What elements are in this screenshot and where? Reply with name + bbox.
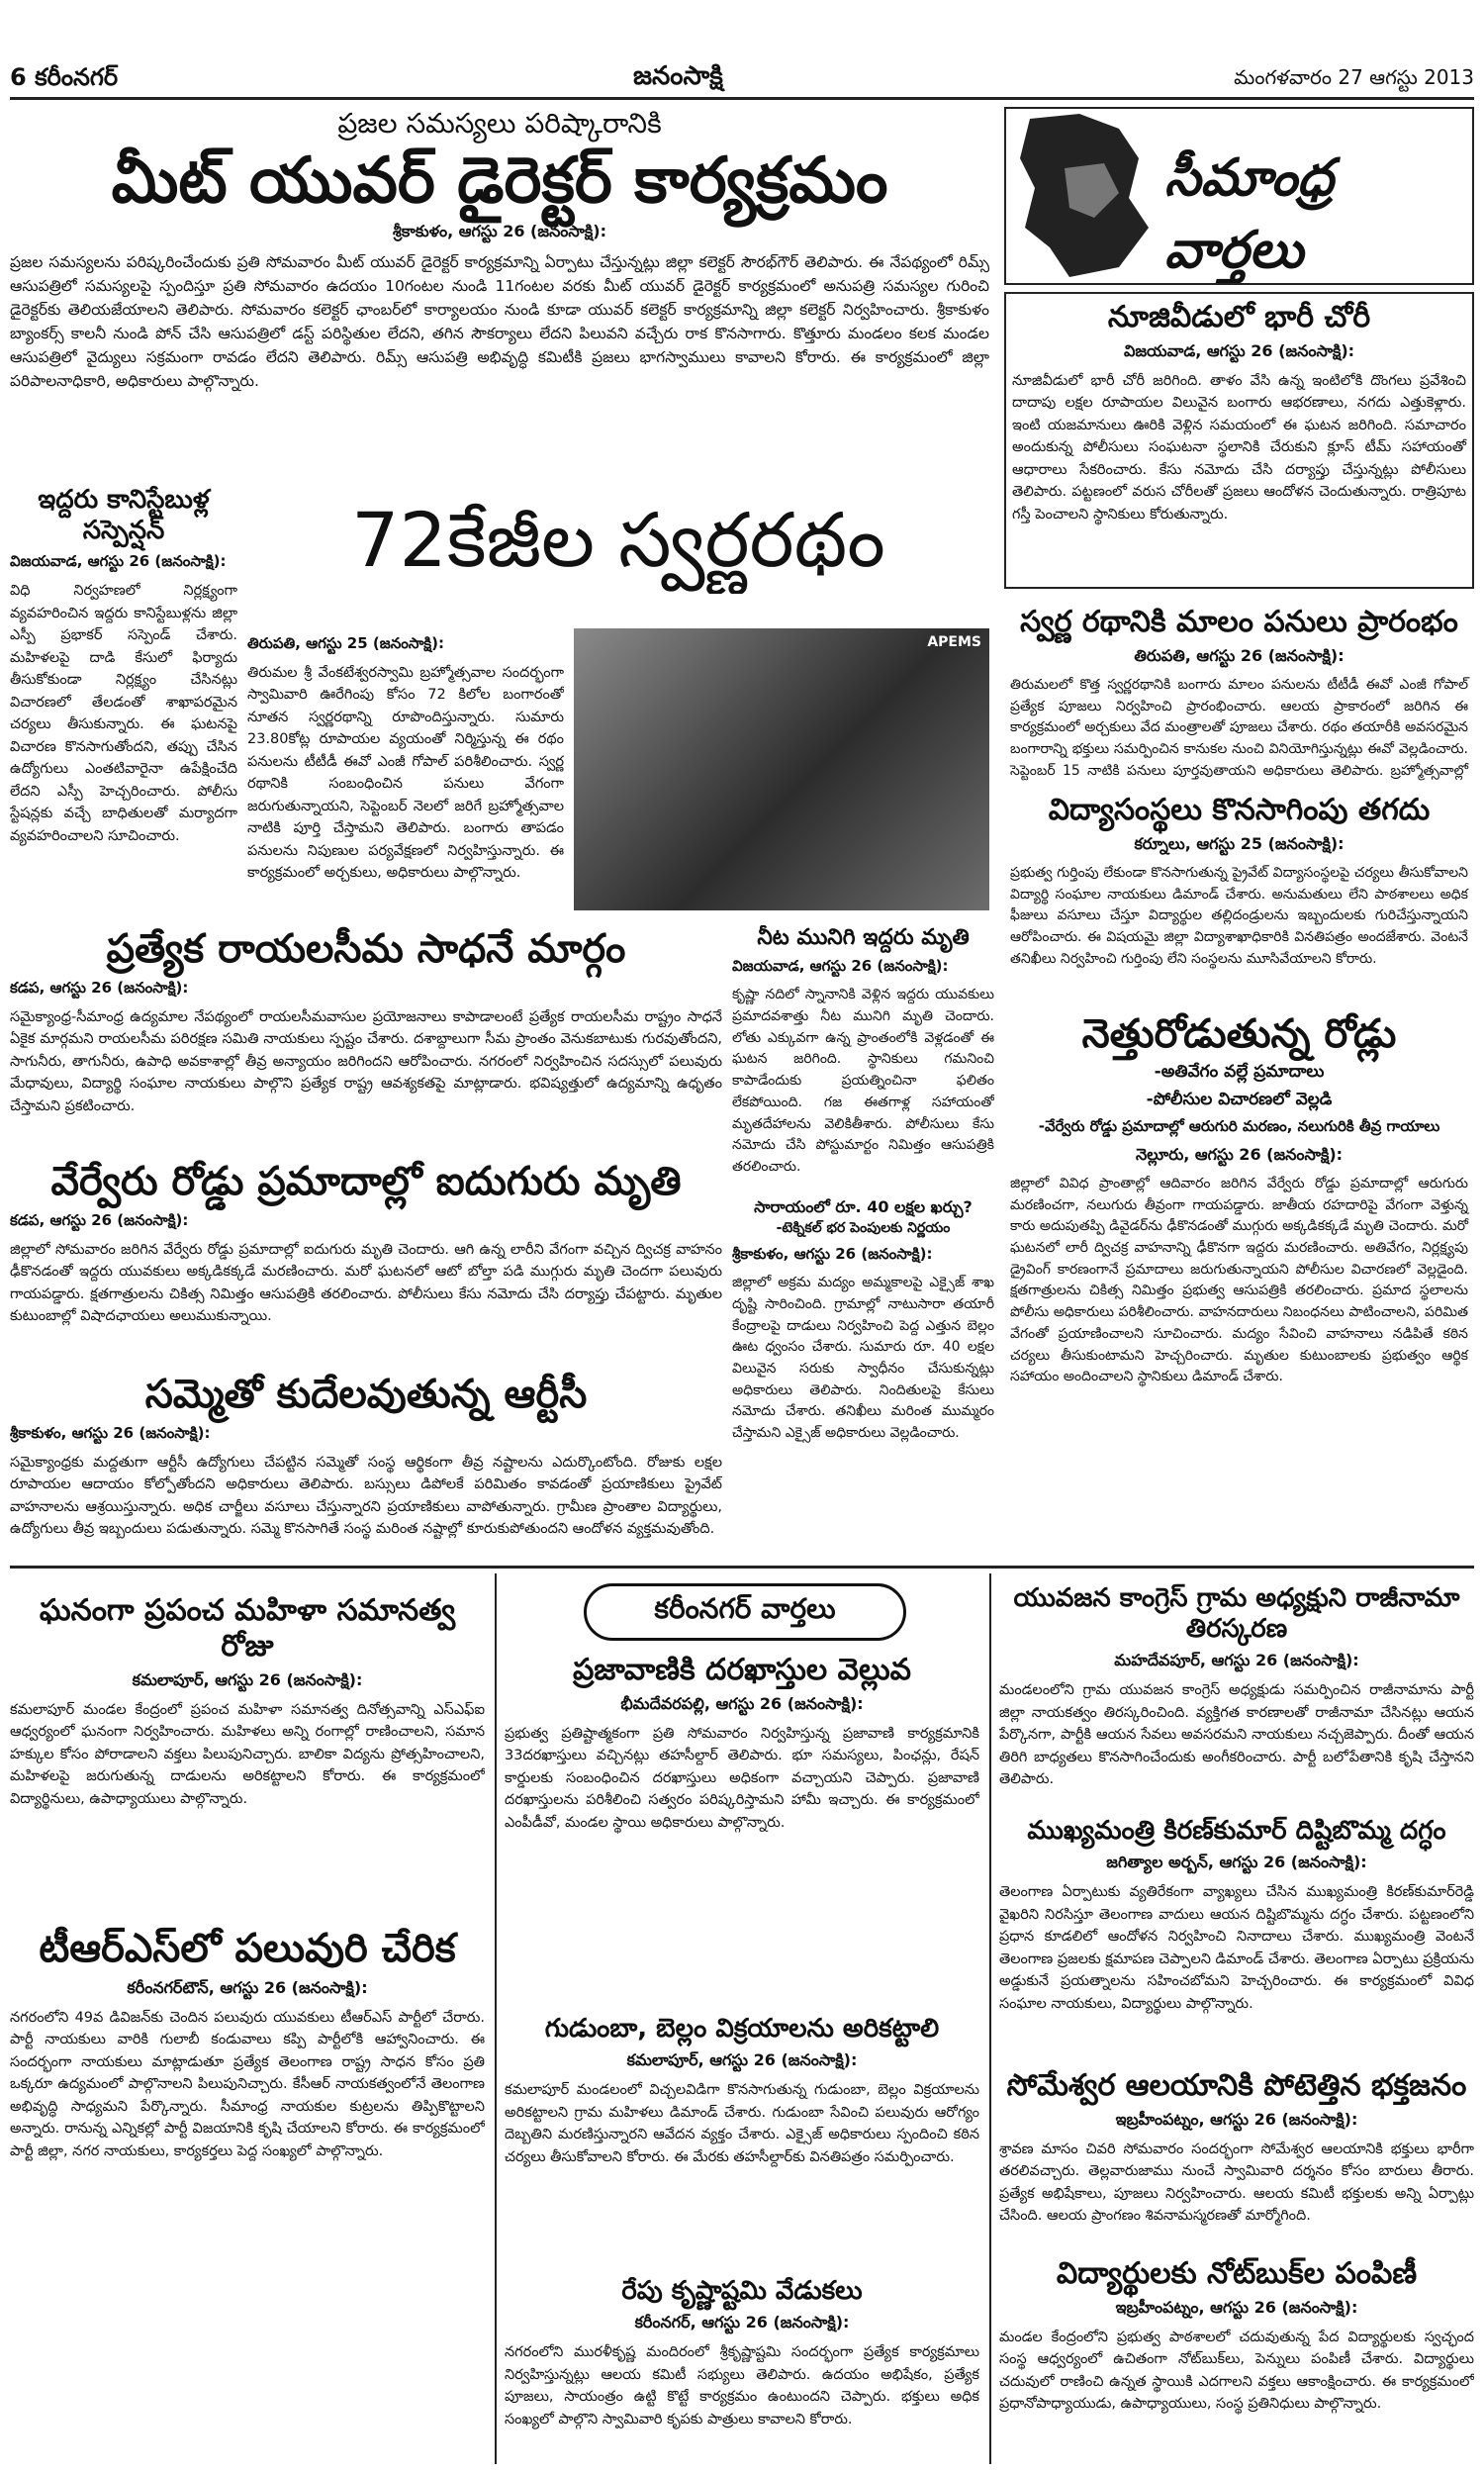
saraayam-story — [732, 1197, 994, 1554]
women-dateline: కమలాపూర్, ఆగస్టు 26 (జనంసాక్షి): — [132, 1670, 363, 1689]
rtc-story — [10, 1371, 722, 1554]
accident-body: జిల్లాలో సోమవారం జరిగిన వేర్వేరు రోడ్డు ప్రమాదాల్లో ఐదుగురు మృతి చెందారు. ఆగి ఉన్న లారీని వేగంగా వచ్చిన ద్విచక్ర వాహనం ఢీకొనడంతో ఇద్దరు యువకులు అక్కడికక్కడే మరణించారు. మరో ఘటనలో ఆటో బోల్తా పడి ముగ్గురు మృతి చెందగా పలువురు గాయపడ్డారు. క్షతగాత్రులను చికిత్స నిమిత్తం ఆసుపత్రికి తరలించారు. పోలీసులు కేసు నమోదు చేసి దర్యాప్తు చేపట్టారు. మృతుల కుటుంబాల్లో విషాదఛాయలు అలుముకున్నాయి. — [10, 1242, 722, 1325]
page-number: 6 కరీంనగర్ — [10, 63, 119, 91]
gudumba-dateline: కమలాపూర్, ఆగస్టు 26 (జనంసాక్షి): — [626, 2050, 858, 2070]
suspension-story — [10, 485, 237, 910]
lead-dateline: శ్రీకాకుళం, ఆగస్టు 26 (జనంసాక్షి): — [393, 222, 606, 241]
column-rule-1 — [495, 1573, 497, 2464]
roads-story — [1004, 1004, 1474, 1554]
nuzvid-dateline: విజయవాడ, ఆగస్టు 26 (జనంసాక్షి): — [1123, 341, 1355, 360]
youth-headline: యువజన కాంగ్రెస్ గ్రామ అధ్యక్షుని రాజీనామా తిరస్కరణ — [1013, 1583, 1460, 1645]
women-story — [10, 1593, 485, 1920]
gudumba-body: కమలాపూర్ మండలంలో విచ్చలవిడిగా కొనసాగుతున్న గుడుంబా, బెల్లం విక్రయాలను అరికట్టాలని గ్రామ మహిళలు డిమాండ్ చేశారు. గుడుంబా సేవించి పలువురు ఆరోగ్యం దెబ్బతిని మరణిస్తున్నారని ఆవేదన వ్యక్తం చేశారు. ఎక్సైజ్ అధికారులు స్పందించి కఠిన చర్యలు తీసుకోవాలని కోరారు. ఈ మేరకు తహసీల్దార్‌కు వినతిపత్రం సమర్పించారు. — [505, 2082, 979, 2165]
notebooks-story — [999, 2256, 1474, 2464]
someswara-story — [999, 2068, 1474, 2251]
swarna-pooja-story — [1004, 599, 1474, 782]
drown-dateline: విజయవాడ, ఆగస్టు 26 (జనంసాక్షి): — [732, 957, 949, 976]
rayalaseema-story — [10, 925, 722, 1153]
swarna-pooja-body: తిరుమలలో కొత్త స్వర్ణరథానికి బంగారు మాలం పనులను టీటీడీ ఈవో ఎంజీ గోపాల్ ప్రత్యేక పూజలు నిర్వహించి ప్రారంభించారు. ఆలయ ప్రాకారంలో జరిగిన ఈ కార్యక్రమంలో అర్చకులు వేద మంత్రాలతో పూజలు చేశారు. రథం తయారీకి అవసరమైన బంగారాన్ని భక్తులు సమర్పించిన కానుకల నుంచి వినియోగిస్తున్నట్లు ఈవో వెల్లడించారు. సెప్టెంబర్ 15 నాటికి పనులు పూర్తవుతాయని అధికారులు తెలిపారు. బ్రహ్మోత్సవాల్లో — [1010, 677, 1468, 779]
roads-sub-1: -అతివేగం వల్లే ప్రమాదాలు — [1154, 1062, 1325, 1082]
prajavani-headline: ప్రజావాణికి దరఖాస్తుల వెల్లువ — [573, 1653, 911, 1687]
effigy-headline: ముఖ్యమంత్రి కిరణ్‌కుమార్ దిష్టిబొమ్మ దగ్ధం — [1027, 1816, 1446, 1846]
gudumba-story — [505, 2014, 979, 2271]
swarna-pooja-headline: స్వర్ణ రథానికి మాలం పనులు ప్రారంభం — [1020, 605, 1458, 639]
swarnaratham-dateline: తిరుపతి, ఆగస్టు 25 (జనంసాక్షి): — [247, 634, 444, 652]
swarna-pooja-dateline: తిరుపతి, ఆగస్టు 26 (జనంసాక్షి): — [1134, 646, 1345, 665]
drown-body: కృష్ణా నదిలో స్నానానికి వెళ్లిన ఇద్దరు యువకులు ప్రమాదవశాత్తు నీట మునిగి మృతి చెందారు. లోతు ఎక్కువగా ఉన్న ప్రాంతంలోకి వెళ్లడంతో ఈ ఘటన జరిగింది. స్థానికులు గమనించి కాపాడేందుకు ప్రయత్నించినా ఫలితం లేకపోయింది. గజ ఈతగాళ్ల సహాయంతో మృతదేహాలను వెలికితీశారు. పోలీసులు కేసు నమోదు చేసి పోస్టుమార్టం నిమిత్తం ఆసుపత్రికి తరలించారు. — [732, 987, 994, 1175]
swarnaratham-photo — [574, 628, 989, 910]
swarnaratham-headline: 72కేజీల స్వర్ణరథం — [351, 496, 885, 584]
drown-headline: నీట మునిగి ఇద్దరు మృతి — [757, 925, 970, 950]
rayalaseema-body: సమైక్యాంధ్ర-సీమాంధ్ర ఉద్యమాల నేపథ్యంలో రాయలసీమవాసుల ప్రయోజనాలు కాపాడాలంటే ప్రత్యేక రాయలసీమ రాష్ట్రం సాధనే ఏకైక మార్గమని రాయలసీమ పరిరక్షణ సమితి నాయకులు స్పష్టం చేశారు. దశాబ్దాలుగా సీమ ప్రాంతం వెనుకబాటుకు గురవుతోందని, సాగునీరు, తాగునీరు, ఉపాధి అవకాశాల్లో తీవ్ర అన్యాయం జరిగిందని ఆరోపించారు. నగరంలో నిర్వహించిన సదస్సులో పలువురు మేధావులు, విద్యార్థి సంఘాల నాయకులు పాల్గొని ప్రత్యేక రాష్ట్ర ఆవశ్యకతపై మాట్లాడారు. భవిష్యత్తులో ఉద్యమాన్ని ఉధృతం చేస్తామని ప్రకటించారు. — [10, 1009, 722, 1114]
youth-story — [999, 1583, 1474, 1811]
swarnaratham-body: తిరుమల శ్రీ వేంకటేశ్వరస్వామి బ్రహ్మోత్సవాల సందర్భంగా స్వామివారి ఊరేగింపు కోసం 72 కిలోల బంగారంతో నూతన స్వర్ణరథాన్ని రూపొందిస్తున్నారు. సుమారు 23.80కోట్ల రూపాయల వ్యయంతో నిర్మిస్తున్న ఈ రథం పనులను టీటీడీ ఈవో ఎంజీ గోపాల్ పరిశీలించారు. స్వర్ణ రథానికి సంబంధించిన పనులు వేగంగా జరుగుతున్నాయని, సెప్టెంబర్ నెలలో జరిగే బ్రహ్మోత్సవాల నాటికి పూర్తి చేస్తామని తెలిపారు. బంగారు తాపడం పనులను నిపుణుల పర్యవేక్షణలో నిర్వహిస్తున్నారు. ఈ కార్యక్రమంలో అర్చకులు, అధికారులు పాల్గొన్నారు. — [247, 665, 564, 882]
drown-story — [732, 925, 994, 1192]
vidya-story — [1004, 787, 1474, 995]
saraayam-body: జిల్లాలో అక్రమ మద్యం అమ్మకాలపై ఎక్సైజ్ శాఖ దృష్టి సారించింది. గ్రామాల్లో నాటుసారా తయారీ కేంద్రాలపై దాడులు నిర్వహించి పెద్ద ఎత్తున బెల్లం ఊట ధ్వంసం చేశారు. సుమారు రూ. 40 లక్షల విలువైన సరుకు స్వాధీనం చేసుకున్నట్లు అధికారులు తెలిపారు. నిందితులపై కేసులు నమోదు చేశారు. తనిఖీలు మరింత ముమ్మరం చేస్తామని ఎక్సైజ్ అధికారులు వెల్లడించారు. — [732, 1275, 994, 1441]
saraayam-sub: -టెక్నికల్ భర పెంపులకు నిర్ణయం — [776, 1220, 951, 1237]
newspaper-logo: జనంసాక్షి — [633, 61, 723, 91]
masthead — [10, 61, 1474, 100]
vidya-headline: విద్యాసంస్థలు కొనసాగింపు తగదు — [1048, 793, 1431, 827]
accident-story — [10, 1158, 722, 1366]
map-icon — [1010, 109, 1159, 283]
rtc-headline: సమ్మెతో కుదేలవుతున్న ఆర్టీసీ — [144, 1372, 588, 1417]
notebooks-headline: విద్యార్థులకు నోట్‌బుక్‌ల పంపిణీ — [1056, 2256, 1418, 2291]
column-rule-2 — [989, 1573, 991, 2464]
lead-story — [10, 107, 989, 463]
suspension-headline: ఇద్దరు కానిస్టేబుళ్ల సస్పెన్షన్ — [38, 485, 210, 546]
nuzvid-story — [1004, 292, 1474, 589]
effigy-story — [999, 1816, 1474, 2063]
krishna-headline: రేపు కృష్ణాష్టమి వేడుకలు — [621, 2276, 863, 2306]
suspension-dateline: విజయవాడ, ఆగస్టు 26 (జనంసాక్షి): — [10, 552, 227, 571]
trs-body: నగరంలోని 49వ డివిజన్‌కు చెందిన పలువురు యువకులు టీఆర్ఎస్ పార్టీలో చేరారు. పార్టీ నాయకులు వారికి గులాబీ కండువాలు కప్పి పార్టీలోకి ఆహ్వానించారు. ఈ సందర్భంగా నాయకులు మాట్లాడుతూ ప్రత్యేక తెలంగాణ రాష్ట్ర సాధన కోసం ప్రతి ఒక్కరూ ఉద్యమంలో పాల్గొనాలని పిలుపునిచ్చారు. కేసీఆర్ నాయకత్వంలోనే తెలంగాణ అభివృద్ధి సాధ్యమని పేర్కొన్నారు. సీమాంధ్ర నాయకుల కుట్రలను తిప్పికొట్టాలని అన్నారు. రానున్న ఎన్నికల్లో పార్టీ విజయానికి కృషి చేయాలని కోరారు. ఈ కార్యక్రమంలో పార్టీ జిల్లా, నగర నాయకులు, కార్యకర్తలు పెద్ద సంఖ్యలో పాల్గొన్నారు. — [10, 2010, 485, 2159]
krishna-body: నగరంలోని మురళీకృష్ణ మందిరంలో శ్రీకృష్ణాష్టమి సందర్భంగా ప్రత్యేక కార్యక్రమాలు నిర్వహిస్తున్నట్లు ఆలయ కమిటీ సభ్యులు తెలిపారు. ఉదయం అభిషేకం, ప్రత్యేక పూజలు, సాయంత్రం ఉట్టి కొట్టే కార్యక్రమం ఉంటుందని చెప్పారు. భక్తులు అధిక సంఖ్యలో పాల్గొని స్వామివారి కృపకు పాత్రులు కావాలని కోరారు. — [505, 2344, 979, 2427]
rayalaseema-headline: ప్రత్యేక రాయలసీమ సాధనే మార్గం — [106, 926, 626, 972]
prajavani-body: ప్రభుత్వ ప్రతిష్టాత్మకంగా ప్రతి సోమవారం నిర్వహిస్తున్న ప్రజావాణి కార్యక్రమానికి 33దరఖాస్తులు వచ్చినట్లు తహసీల్దార్ తెలిపారు. భూ సమస్యలు, పింఛన్లు, రేషన్ కార్డులకు సంబంధించిన దరఖాస్తులు అధికంగా వచ్చాయని చెప్పారు. ప్రజావాణి దరఖాస్తులను పరిశీలించి సత్వరం పరిష్కరిస్తామని హామీ ఇచ్చారు. ఈ కార్యక్రమంలో ఎంపీడీవో, మండల స్థాయి అధికారులు పాల్గొన్నారు. — [505, 1726, 979, 1831]
krishna-dateline: కరీంనగర్, ఆగస్టు 26 (జనంసాక్షి): — [634, 2313, 850, 2332]
photo-credit: APEMS — [927, 634, 981, 650]
seemandhra-banner — [1004, 107, 1474, 285]
trs-headline: టీఆర్ఎస్‌లో పలువురి చేరిక — [39, 1926, 456, 1971]
roads-sub-3: -వేర్వేరు రోడ్డు ప్రమాదాల్లో ఆరుగురి మరణం, నలుగురికి తీవ్ర గాయాలు — [1038, 1117, 1440, 1135]
accident-headline: వేర్వేరు రోడ్డు ప్రమాదాల్లో ఐదుగురు మృతి — [50, 1159, 682, 1204]
prajavani-story — [505, 1653, 979, 2009]
notebooks-body: మండల కేంద్రంలోని ప్రభుత్వ పాఠశాలలో చదువుతున్న పేద విద్యార్థులకు స్వచ్ఛంద సంస్థ ఆధ్వర్యంలో ఉచితంగా నోట్‌బుక్‌లు, పెన్నులు పంపిణీ చేశారు. విద్యార్థులు చదువులో రాణించి ఉన్నత స్థాయికి ఎదగాలని వక్తలు ఆకాంక్షించారు. ఈ కార్యక్రమంలో ప్రధానోపాధ్యాయుడు, ఉపాధ్యాయులు, సంస్థ ప్రతినిధులు పాల్గొన్నారు. — [999, 2330, 1474, 2413]
women-headline: ఘనంగా ప్రపంచ మహిళా సమానత్వ రోజు — [39, 1593, 456, 1664]
accident-dateline: కడప, ఆగస్టు 26 (జనంసాక్షి): — [10, 1211, 189, 1229]
roads-headline: నెత్తురోడుతున్న రోడ్లు — [1081, 1011, 1397, 1057]
vidya-body: ప్రభుత్వ గుర్తింపు లేకుండా కొనసాగుతున్న ప్రైవేట్ విద్యాసంస్థలపై చర్యలు తీసుకోవాలని విద్యార్థి సంఘాల నాయకులు డిమాండ్ చేశారు. అనుమతులు లేని పాఠశాలలు అధిక ఫీజులు వసూలు చేస్తూ విద్యార్థుల తల్లిదండ్రులను ఇబ్బందులకు గురిచేస్తున్నాయని ఆరోపించారు. ఈ విషయమై జిల్లా విద్యాశాఖాధికారికి వినతిపత్రం అందజేశారు. వెంటనే తనిఖీలు నిర్వహించి గుర్తింపు లేని సంస్థలను మూసివేయాలని కోరారు. — [1010, 865, 1468, 967]
gudumba-headline: గుడుంబా, బెల్లం విక్రయాలను అరికట్టాలి — [544, 2014, 940, 2044]
swarnaratham-headline-box — [247, 495, 989, 594]
prajavani-dateline: భీమదేవరపల్లి, ఆగస్టు 26 (జనంసాక్షి): — [620, 1694, 864, 1713]
youth-body: మండలంలోని గ్రామ యువజన కాంగ్రెస్ అధ్యక్షుడు సమర్పించిన రాజీనామాను పార్టీ జిల్లా నాయకత్వం తిరస్కరించింది. వ్యక్తిగత కారణాలతో రాజీనామా చేసినట్లు ఆయన పేర్కొనగా, పార్టీకి ఆయన సేవలు అవసరమని నాయకులు నచ్చజెప్పారు. దీంతో ఆయన తిరిగి బాధ్యతలు కొనసాగించేందుకు అంగీకరించారు. పార్టీ బలోపేతానికి కృషి చేస్తానని తెలిపారు. — [999, 1682, 1474, 1788]
notebooks-dateline: ఇబ్రహీంపట్నం, ఆగస్టు 26 (జనంసాక్షి): — [1115, 2298, 1358, 2317]
krishna-story — [505, 2276, 979, 2464]
rayalaseema-dateline: కడప, ఆగస్టు 26 (జనంసాక్షి): — [10, 979, 189, 997]
women-body: కమలాపూర్ మండల కేంద్రంలో ప్రపంచ మహిళా సమానత్వ దినోత్సవాన్ని ఎస్ఎఫ్ఐ ఆధ్వర్యంలో ఘనంగా నిర్వహించారు. మహిళలు అన్ని రంగాల్లో రాణించాలని, సమాన హక్కుల కోసం పోరాడాలని వక్తలు పిలుపునిచ్చారు. బాలికా విద్యను ప్రోత్సహించాలని, మహిళలపై జరుగుతున్న దాడులను అరికట్టాలని కోరారు. ఈ కార్యక్రమంలో విద్యార్థినులు, ఉపాధ్యాయులు పాల్గొన్నారు. — [10, 1702, 485, 1807]
nuzvid-headline: నూజివీడులో భారీ చోరీ — [1107, 300, 1371, 334]
karimnagar-banner: కరీంనగర్ వార్తలు — [584, 1583, 906, 1641]
someswara-body: శ్రావణ మాసం చివరి సోమవారం సందర్భంగా సోమేశ్వర ఆలయానికి భక్తులు భారీగా తరలివచ్చారు. తెల్లవారుజాము నుంచే స్వామివారి దర్శనం కోసం బారులు తీరారు. ప్రత్యేక అభిషేకాలు, పూజలు నిర్వహించారు. ఆలయ కమిటీ భక్తులకు అన్ని ఏర్పాట్లు చేసింది. ఆలయ ప్రాంగణం శివనామస్మరణతో మార్మోగింది. — [999, 2141, 1474, 2225]
effigy-dateline: జగిత్యాల అర్బన్, ఆగస్టు 26 (జనంసాక్షి): — [1106, 1853, 1367, 1872]
rtc-dateline: శ్రీకాకుళం, ఆగస్టు 26 (జనంసాక్షి): — [10, 1424, 211, 1442]
swarnaratham-story — [247, 628, 564, 910]
someswara-headline: సోమేశ్వర ఆలయానికి పోటెత్తిన భక్తజనం — [1006, 2068, 1467, 2103]
lead-body: ప్రజల సమస్యలను పరిష్కరించేందుకు ప్రతి సోమవారం మీట్ యువర్ డైరెక్టర్ కార్యక్రమాన్ని ఏర్పాటు చేస్తున్నట్లు జిల్లా కలెక్టర్ సౌరభ్‌గౌర్ తెలిపారు. ఈ నేపథ్యంలో రిమ్స్ ఆసుపత్రిలో సమస్యలపై స్పందిస్తూ ప్రతి సోమవారం ఉదయం 10గంటల నుండి 11గంటల వరకు మీట్ యువర్ డైరెక్టర్ కార్యక్రమంలో అనుపత్రి సమస్యల గురించి డైరెక్టర్‌కు తెలియజేయాలని తెలిపారు. సోమవారం కలెక్టర్ ఛాంబర్‌లో కార్యాలయం నుండి కూడా యువర్ కలెక్టర్ కార్యక్రమాన్ని జిల్లా కలెక్టర్ నిర్వహించారు. శ్రీకాకుళం బ్యాంకర్స్ కాలనీ నుండి పోన్ చేసి ఆసుపత్రిలో డస్ట్ పరిస్థితుల లేదని, తగిన సౌకర్యాలు లేదని పిలువని వచ్చేరు రాక కొనసాగారు. కొత్తూరు మండలం కలక మండల ఆసుపత్రిలో వైద్యులు సక్రమంగా రావడం లేదని తెలిపారు. రిమ్స్ ఆసుపత్రి అభివృద్ధి కమిటీకి ప్రజలు భాగస్వాములు కావాలని కోరారు. ఈ కార్యక్రమంలో జిల్లా పరిపాలనాధికారి, అధికారులు పాల్గొన్నారు. — [10, 253, 989, 391]
issue-date: మంగళవారం 27 ఆగస్టు 2013 — [1234, 65, 1474, 89]
someswara-dateline: ఇబ్రహీంపట్నం, ఆగస్టు 26 (జనంసాక్షి): — [1115, 2110, 1358, 2129]
suspension-body: విధి నిర్వహణలో నిర్లక్ష్యంగా వ్యవహరించిన ఇద్దరు కానిస్టేబుళ్లను జిల్లా ఎస్పీ ప్రభాకర్ సస్పెండ్ చేశారు. మహిళలపై దాడి కేసులో ఫిర్యాదు తీసుకోకుండా నిర్లక్ష్యం చేసినట్లు విచారణలో తేలడంతో శాఖాపరమైన చర్యలు తీసుకున్నారు. ఈ ఘటనపై విచారణ కొనసాగుతోందని, తప్పు చేసిన ఉద్యోగులు ఎంతటివారైనా ఉపేక్షించేది లేదని ఎస్పీ హెచ్చరించారు. పోలీసు స్టేషన్లకు వచ్చే బాధితులతో మర్యాదగా వ్యవహరించాలని సూచించారు. — [10, 583, 237, 844]
section-name: కరీంనగర్ — [35, 63, 119, 91]
nuzvid-body: నూజివీడులో భారీ చోరీ జరిగింది. తాళం వేసి ఉన్న ఇంటిలోకి దొంగలు ప్రవేశించి దాదాపు లక్షల రూపాయల విలువైన బంగారు ఆభరణాలు, నగదు ఎత్తుకెళ్లారు. ఇంటి యజమానులు ఊరికి వెళ్లిన సమయంలో ఈ ఘటన జరిగింది. సమాచారం అందుకున్న పోలీసులు సంఘటనా స్థలానికి చేరుకుని క్లూస్ టీమ్ సహాయంతో ఆధారాలు సేకరించారు. కేసు నమోదు చేసి దర్యాప్తు చేస్తున్నట్లు పోలీసులు తెలిపారు. పట్టణంలో వరుస చోరీలతో ప్రజలు ఆందోళన చెందుతున్నారు. రాత్రిపూట గస్తీ పెంచాలని స్థానికులు కోరుతున్నారు. — [1012, 373, 1466, 523]
saraayam-headline: సారాయంలో రూ. 40 లక్షల ఖర్చు? — [754, 1197, 973, 1216]
seemandhra-title: సీమాంధ్ర వార్తలు — [1164, 148, 1334, 280]
youth-dateline: మహదేవపూర్, ఆగస్టు 26 (జనంసాక్షి): — [1114, 1651, 1359, 1670]
lead-kicker: ప్రజల సమస్యలు పరిష్కారానికి — [337, 107, 662, 140]
trs-story — [10, 1925, 485, 2464]
vidya-dateline: కర్నూలు, ఆగస్టు 25 (జనంసాక్షి): — [1134, 834, 1345, 853]
trs-dateline: కరీంనగర్‌టౌన్, ఆగస్టు 26 (జనంసాక్షి): — [127, 1978, 368, 1997]
lead-headline: మీట్ యువర్ డైరెక్టర్ కార్యక్రమం — [111, 144, 888, 218]
section-divider — [10, 1566, 1474, 1569]
effigy-body: తెలంగాణ ఏర్పాటుకు వ్యతిరేకంగా వ్యాఖ్యలు చేసిన ముఖ్యమంత్రి కిరణ్‌కుమార్‌రెడ్డి వైఖరిని నిరసిస్తూ తెలంగాణ వాదులు ఆయన దిష్టిబొమ్మను దగ్ధం చేశారు. పట్టణంలోని ప్రధాన కూడలిలో ఆందోళన నిర్వహించి నినాదాలు చేశారు. ముఖ్యమంత్రి వెంటనే తెలంగాణ ప్రజలకు క్షమాపణ చెప్పాలని డిమాండ్ చేశారు. తెలంగాణ ఏర్పాటు ప్రక్రియను అడ్డుకునే ప్రయత్నాలను సహించబోమని హెచ్చరించారు. ఈ కార్యక్రమంలో వివిధ సంఘాల నాయకులు, విద్యార్థులు పాల్గొన్నారు. — [999, 1884, 1474, 2012]
saraayam-dateline: శ్రీకాకుళం, ఆగస్టు 26 (జనంసాక్షి): — [732, 1245, 933, 1264]
roads-dateline: నెల్లూరు, ఆగస్టు 26 (జనంసాక్షి): — [1135, 1145, 1344, 1164]
rtc-body: సమైక్యాంధ్రకు మద్దతుగా ఆర్టీసీ ఉద్యోగులు చేపట్టిన సమ్మెతో సంస్థ ఆర్థికంగా తీవ్ర నష్టాలను ఎదుర్కొంటోంది. రోజుకు లక్షల రూపాయల ఆదాయం కోల్పోతోందని అధికారులు తెలిపారు. బస్సులు డిపోలకే పరిమితం కావడంతో ప్రయాణికులు ప్రైవేట్ వాహనాలను ఆశ్రయిస్తున్నారు. అధిక చార్జీలు వసూలు చేస్తున్నారని ప్రయాణికులు వాపోతున్నారు. గ్రామీణ ప్రాంతాల విద్యార్థులు, ఉద్యోగులు తీవ్ర ఇబ్బందులు పడుతున్నారు. సమ్మె కొనసాగితే సంస్థ మరింత నష్టాల్లో కూరుకుపోతుందని ఆందోళన వ్యక్తమవుతోంది. — [10, 1455, 722, 1538]
roads-sub-2: -పోలీసుల విచారణలో వెల్లడి — [1146, 1090, 1333, 1109]
roads-body: జిల్లాలో వివిధ ప్రాంతాల్లో ఆదివారం జరిగిన వేర్వేరు రోడ్డు ప్రమాదాల్లో ఆరుగురు మరణించగా, నలుగురు తీవ్రంగా గాయపడ్డారు. జాతీయ రహదారిపై వేగంగా వెళ్తున్న కారు అదుపుతప్పి డివైడర్‌ను ఢీకొనడంతో ముగ్గురు అక్కడికక్కడే మృతి చెందారు. మరో ఘటనలో లారీ ద్విచక్ర వాహనాన్ని ఢీకొనగా ఇద్దరు మరణించారు. అతివేగం, నిర్లక్ష్యపు డ్రైవింగ్ కారణంగానే ప్రమాదాలు జరుగుతున్నాయని పోలీసుల విచారణలో వెల్లడైంది. క్షతగాత్రులను చికిత్స నిమిత్తం ప్రభుత్వ ఆసుపత్రికి తరలించారు. ప్రమాద స్థలాలను పోలీసు అధికారులు పరిశీలించారు. వాహనదారులు నిబంధనలు పాటించాలని, పరిమిత వేగంతో ప్రయాణించాలని సూచించారు. మద్యం సేవించి వాహనాలు నడిపితే కఠిన చర్యలు తీసుకుంటామని హెచ్చరించారు. మృతుల కుటుంబాలకు ప్రభుత్వం ఆర్థిక సహాయం అందించాలని స్థానికులు డిమాండ్ చేశారు. — [1010, 1176, 1468, 1385]
